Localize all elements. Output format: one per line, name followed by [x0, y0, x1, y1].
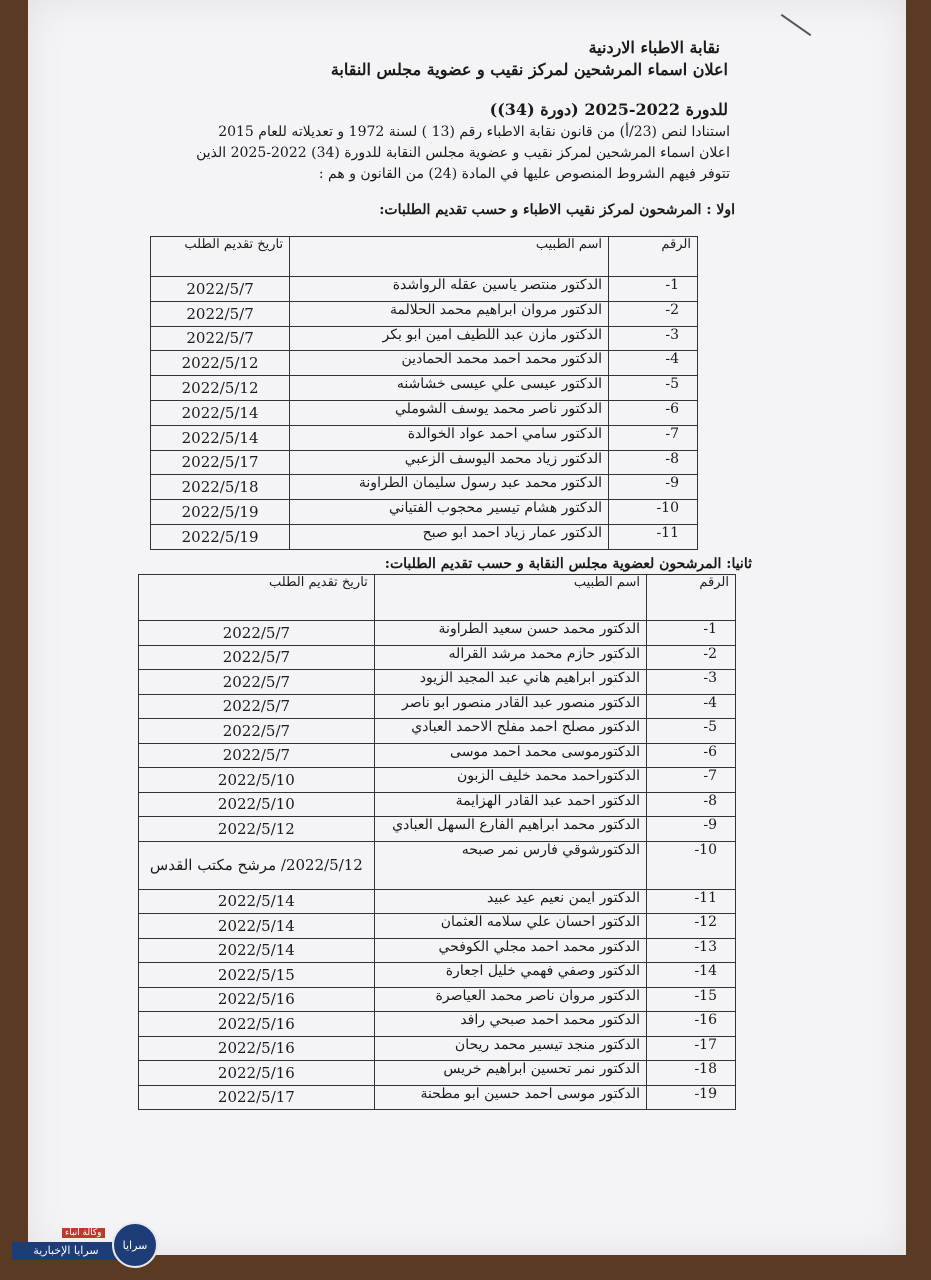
row-number: 3- [647, 670, 736, 695]
application-date: 2022/5/7 [139, 670, 375, 695]
application-date: 2022/5/17 [151, 450, 290, 475]
doctor-name: الدكتور موسى احمد حسين ابو مطحنة [374, 1085, 646, 1110]
table-row [151, 524, 698, 549]
column-header-num: الرقم [647, 575, 736, 621]
column-header-name: اسم الطبيب [290, 237, 609, 277]
table-row [151, 301, 698, 326]
application-date: 2022/5/7 [139, 719, 375, 744]
doctor-name: الدكتور محمد احمد مجلي الكوفحي [374, 938, 646, 963]
table-row [139, 719, 736, 744]
doctor-name: الدكتور احسان علي سلامه العثمان [374, 914, 646, 939]
table-row [139, 743, 736, 768]
table-row [139, 1012, 736, 1037]
doctor-name: الدكتورشوقي فارس نمر صبحه [374, 841, 646, 889]
row-number: 18- [647, 1061, 736, 1086]
application-date: 2022/5/16 [139, 1036, 375, 1061]
application-date: 2022/5/12 [139, 817, 375, 842]
application-date: 2022/5/7 [151, 301, 290, 326]
table-row [139, 817, 736, 842]
row-number: 2- [647, 645, 736, 670]
doctor-name: الدكتور ايمن نعيم عيد عبيد [374, 889, 646, 914]
doctor-name: الدكتور مروان ناصر محمد العياصرة [374, 987, 646, 1012]
table-row [139, 963, 736, 988]
doctor-name: الدكتور احمد عبد القادر الهزايمة [374, 792, 646, 817]
table-row [139, 621, 736, 646]
application-date: 2022/5/7 [139, 694, 375, 719]
row-number: 8- [647, 792, 736, 817]
column-header-num: الرقم [609, 237, 698, 277]
table-row [139, 670, 736, 695]
application-date: 2022/5/18 [151, 475, 290, 500]
table-row [139, 645, 736, 670]
doctor-name: الدكتور منجد تيسير محمد ريحان [374, 1036, 646, 1061]
doctor-name: الدكتور محمد احمد محمد الحمادين [290, 351, 609, 376]
table-row [139, 1036, 736, 1061]
intro-line-2: اعلان اسماء المرشحين لمركز نقيب و عضوية مجلس النقابة للدورة (34) 2022-2025 الذين [196, 145, 730, 161]
row-number: 4- [609, 351, 698, 376]
table-row [139, 1085, 736, 1110]
application-date: 2022/5/7 [151, 277, 290, 302]
application-date: 2022/5/7 [139, 743, 375, 768]
application-date: 2022/5/12 [151, 376, 290, 401]
doctor-name: الدكتور هشام تيسير محجوب الفتياني [290, 500, 609, 525]
table-row [151, 351, 698, 376]
doctor-name: الدكتور مروان ابراهيم محمد الحلالمة [290, 301, 609, 326]
table-row [139, 914, 736, 939]
session-line: للدورة 2022-2025 (دورة (34)) [489, 100, 728, 119]
watermark-emblem-icon: سرايا [112, 1222, 158, 1268]
doctor-name: الدكتوراحمد محمد خليف الزبون [374, 768, 646, 793]
application-date: 2022/5/16 [139, 1012, 375, 1037]
doctor-name: الدكتور محمد عبد رسول سليمان الطراونة [290, 475, 609, 500]
row-number: 6- [609, 400, 698, 425]
intro-line-1: استنادا لنص (23/أ) من قانون نقابة الاطباء رقم (13 ) لسنة 1972 و تعديلاته للعام 2015 [218, 124, 730, 140]
application-date: 2022/5/19 [151, 500, 290, 525]
row-number: 4- [647, 694, 736, 719]
doctor-name: الدكتور زياد محمد اليوسف الزعبي [290, 450, 609, 475]
table-row [139, 768, 736, 793]
table-row [139, 1061, 736, 1086]
table-header-row [151, 237, 698, 277]
table-row [139, 938, 736, 963]
doctor-name: الدكتور منتصر ياسين عقله الرواشدة [290, 277, 609, 302]
application-date: 2022/5/16 [139, 987, 375, 1012]
row-number: 6- [647, 743, 736, 768]
table-header-row [139, 575, 736, 621]
row-number: 11- [647, 889, 736, 914]
candidates-head-table [150, 236, 698, 550]
table-row [151, 400, 698, 425]
row-number: 1- [647, 621, 736, 646]
column-header-name: اسم الطبيب [374, 575, 646, 621]
application-date: 2022/5/19 [151, 524, 290, 549]
row-number: 14- [647, 963, 736, 988]
application-date: 2022/5/14 [151, 425, 290, 450]
doctor-name: الدكتور حازم محمد مرشد القراله [374, 645, 646, 670]
table-row [139, 889, 736, 914]
row-number: 1- [609, 277, 698, 302]
application-date: 2022/5/14 [139, 914, 375, 939]
row-number: 8- [609, 450, 698, 475]
row-number: 13- [647, 938, 736, 963]
org-title: نقابة الاطباء الاردنية [588, 38, 720, 57]
table-row [139, 987, 736, 1012]
doctor-name: الدكتور مصلح احمد مفلح الاحمد العبادي [374, 719, 646, 744]
row-number: 5- [609, 376, 698, 401]
watermark-text: سرايا الإخبارية [12, 1242, 120, 1260]
table-row [151, 500, 698, 525]
application-date: 2022/5/14 [139, 938, 375, 963]
row-number: 7- [647, 768, 736, 793]
doctor-name: الدكتور محمد احمد صبحي رافد [374, 1012, 646, 1037]
doctor-name: الدكتور وصفي فهمي خليل اجعارة [374, 963, 646, 988]
doctor-name: الدكتور ناصر محمد يوسف الشوملي [290, 400, 609, 425]
application-date: 2022/5/10 [139, 792, 375, 817]
doctor-name: الدكتور محمد ابراهيم الفارع السهل العبادي [374, 817, 646, 842]
row-number: 5- [647, 719, 736, 744]
row-number: 15- [647, 987, 736, 1012]
doctor-name: الدكتور منصور عبد القادر منصور ابو ناصر [374, 694, 646, 719]
announcement-title: اعلان اسماء المرشحين لمركز نقيب و عضوية مجلس النقابة [330, 60, 728, 79]
table-row [151, 425, 698, 450]
table-row [139, 841, 736, 889]
doctor-name: الدكتور عمار زياد احمد ابو صبح [290, 524, 609, 549]
row-number: 10- [647, 841, 736, 889]
doctor-name: الدكتورموسى محمد احمد موسى [374, 743, 646, 768]
row-number: 12- [647, 914, 736, 939]
doctor-name: الدكتور مازن عبد اللطيف امين ابو بكر [290, 326, 609, 351]
row-number: 7- [609, 425, 698, 450]
doctor-name: الدكتور نمر تحسين ابراهيم خريس [374, 1061, 646, 1086]
row-number: 3- [609, 326, 698, 351]
row-number: 17- [647, 1036, 736, 1061]
section2-heading: ثانيا: المرشحون لعضوية مجلس النقابة و حسب تقديم الطلبات: [384, 556, 752, 572]
application-date: 2022/5/12 [151, 351, 290, 376]
application-date: 2022/5/7 [151, 326, 290, 351]
table-row [151, 475, 698, 500]
application-date: 2022/5/17 [139, 1085, 375, 1110]
application-date: 2022/5/15 [139, 963, 375, 988]
row-number: 10- [609, 500, 698, 525]
row-number: 11- [609, 524, 698, 549]
application-date: 2022/5/7 [139, 645, 375, 670]
table-row [151, 376, 698, 401]
doctor-name: الدكتور ابراهيم هاني عبد المجيد الزيود [374, 670, 646, 695]
row-number: 9- [647, 817, 736, 842]
candidates-council-table [138, 574, 736, 1110]
row-number: 2- [609, 301, 698, 326]
application-date: 2022/5/7 [139, 621, 375, 646]
column-header-date: تاريخ تقديم الطلب [139, 575, 375, 621]
application-date: 2022/5/16 [139, 1061, 375, 1086]
row-number: 16- [647, 1012, 736, 1037]
doctor-name: الدكتور سامي احمد عواد الخوالدة [290, 425, 609, 450]
table-row [139, 792, 736, 817]
table-row [139, 694, 736, 719]
section1-heading: اولا : المرشحون لمركز نقيب الاطباء و حسب تقديم الطلبات: [379, 202, 735, 218]
row-number: 9- [609, 475, 698, 500]
application-date: 2022/5/12/ مرشح مكتب القدس [139, 841, 375, 889]
intro-line-3: تتوفر فيهم الشروط المنصوص عليها في المادة (24) من القانون و هم : [318, 166, 730, 182]
table-row [151, 277, 698, 302]
doctor-name: الدكتور عيسى علي عيسى خشاشنه [290, 376, 609, 401]
watermark-logo [12, 1222, 162, 1268]
table-row [151, 450, 698, 475]
column-header-date: تاريخ تقديم الطلب [151, 237, 290, 277]
watermark-small-text: وكالة أنباء [62, 1228, 105, 1238]
application-date: 2022/5/14 [139, 889, 375, 914]
application-date: 2022/5/14 [151, 400, 290, 425]
table-row [151, 326, 698, 351]
doctor-name: الدكتور محمد حسن سعيد الطراونة [374, 621, 646, 646]
row-number: 19- [647, 1085, 736, 1110]
application-date: 2022/5/10 [139, 768, 375, 793]
